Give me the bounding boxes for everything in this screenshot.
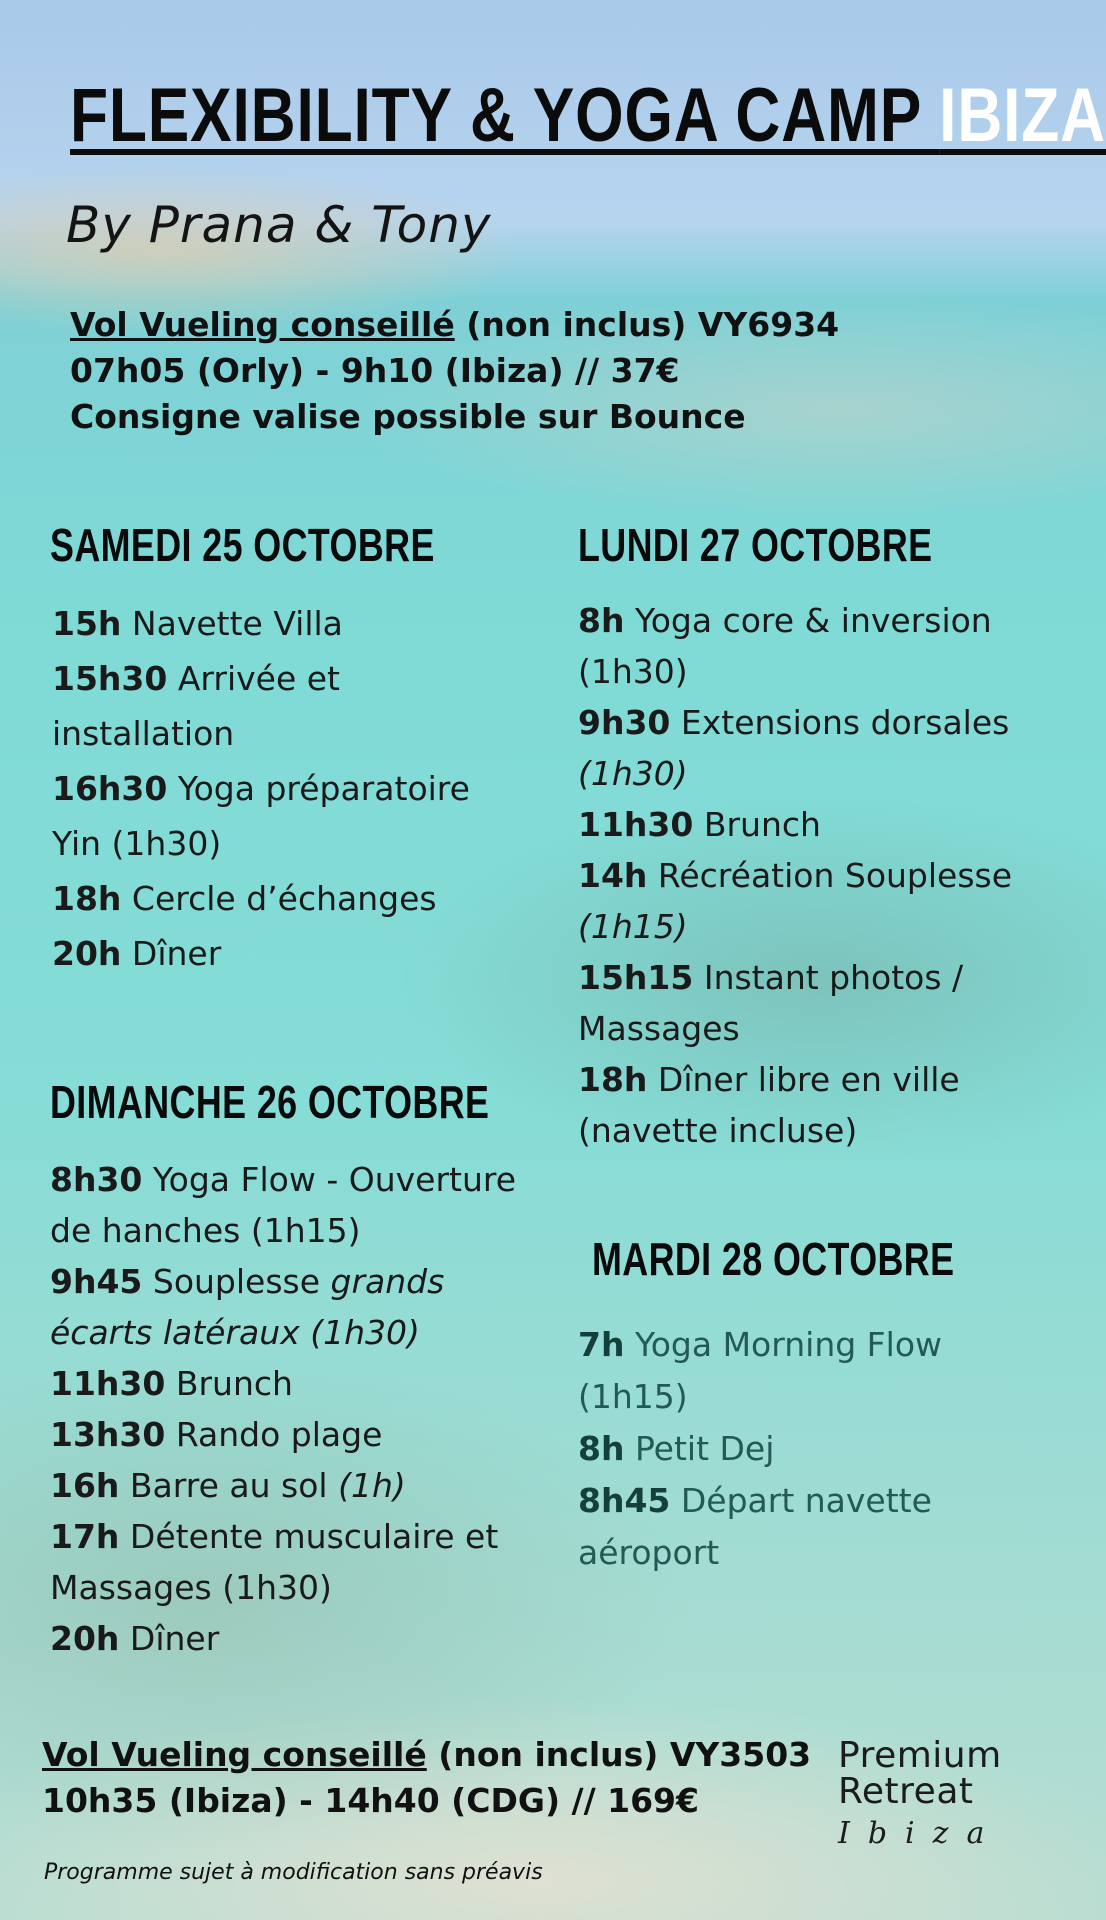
page-title [70, 72, 1106, 159]
schedule-time: 11h30 [50, 1364, 166, 1403]
schedule-item [50, 1460, 516, 1511]
schedule-time: 7h [578, 1325, 625, 1364]
schedule-text: Départ navette [670, 1481, 932, 1520]
title-main: FLEXIBILITY & YOGA CAMP [70, 73, 940, 158]
flight-out-number: (non inclus) VY6934 [454, 305, 840, 344]
schedule-item [50, 1511, 516, 1562]
schedule-item [50, 1358, 516, 1409]
schedule-text: Yoga Flow - Ouverture [142, 1160, 517, 1199]
flight-back-line1 [42, 1732, 811, 1778]
schedule-item [578, 952, 1012, 1003]
schedule-text: Détente musculaire et [119, 1517, 499, 1556]
schedule-item [50, 1562, 516, 1613]
logo-line3: Ibiza [838, 1816, 1003, 1851]
schedule-item [578, 1105, 1012, 1156]
premium-retreat-logo [838, 1735, 1003, 1851]
flight-out-label: Vol Vueling conseillé [70, 305, 455, 344]
schedule-text: Massages (1h30) [50, 1568, 332, 1607]
schedule-time: 8h [578, 1429, 625, 1468]
day-items-dimanche [50, 1154, 516, 1664]
schedule-item [52, 926, 470, 981]
schedule-text: Dîner [119, 1619, 220, 1658]
schedule-text: Dîner [121, 934, 222, 973]
flight-out-line1 [70, 302, 839, 348]
schedule-text: Yoga core & inversion [624, 601, 992, 640]
flight-back-info [42, 1732, 811, 1824]
schedule-time: 16h30 [52, 769, 168, 808]
schedule-text: Extensions dorsales [670, 703, 1010, 742]
schedule-text-italic: (1h30) [578, 754, 688, 793]
schedule-text: Cercle d’échanges [121, 879, 437, 918]
schedule-item [50, 1205, 516, 1256]
schedule-text-italic: (1h15) [578, 907, 688, 946]
schedule-time: 9h30 [578, 703, 671, 742]
schedule-item [578, 1319, 942, 1371]
schedule-text: Dîner libre en ville [647, 1060, 960, 1099]
schedule-text-italic: grands [330, 1262, 445, 1301]
day-title-samedi: SAMEDI 25 OCTOBRE [50, 519, 435, 571]
logo-line2: Retreat [838, 1771, 974, 1812]
schedule-item [578, 1371, 942, 1423]
flight-out-line3: Consigne valise possible sur Bounce [70, 397, 746, 436]
schedule-time: 8h45 [578, 1481, 671, 1520]
schedule-text: Yoga préparatoire [167, 769, 470, 808]
schedule-text: (1h30) [578, 652, 688, 691]
schedule-item [52, 596, 470, 651]
flight-out-info [70, 302, 839, 440]
schedule-item [50, 1613, 516, 1664]
schedule-time: 8h [578, 601, 625, 640]
schedule-item [578, 1054, 1012, 1105]
schedule-time: 11h30 [578, 805, 694, 844]
schedule-item [578, 1003, 1012, 1054]
footnote: Programme sujet à modification sans préavis [44, 1860, 543, 1885]
flight-back-line2: 10h35 (Ibiza) - 14h40 (CDG) // 169€ [42, 1781, 699, 1820]
schedule-item [578, 646, 1012, 697]
schedule-time: 20h [50, 1619, 120, 1658]
schedule-item [578, 1527, 942, 1579]
schedule-item [578, 697, 1012, 748]
schedule-item [578, 1423, 942, 1475]
schedule-time: 18h [52, 879, 122, 918]
schedule-text: aéroport [578, 1533, 720, 1572]
day-title-dimanche: DIMANCHE 26 OCTOBRE [50, 1076, 490, 1128]
schedule-text: Yoga Morning Flow [624, 1325, 942, 1364]
schedule-item [50, 1154, 516, 1205]
schedule-time: 15h [52, 604, 122, 643]
schedule-time: 13h30 [50, 1415, 166, 1454]
schedule-item [52, 816, 470, 871]
schedule-text: Massages [578, 1009, 740, 1048]
schedule-time: 14h [578, 856, 648, 895]
schedule-item [50, 1409, 516, 1460]
schedule-text: Souplesse [142, 1262, 331, 1301]
subtitle: By Prana & Tony [66, 196, 492, 254]
day-items-lundi [578, 595, 1012, 1156]
schedule-text: Instant photos / [693, 958, 964, 997]
schedule-text-italic: (1h) [338, 1466, 406, 1505]
schedule-item [50, 1307, 516, 1358]
schedule-time: 20h [52, 934, 122, 973]
title-highlight: IBIZA [939, 73, 1106, 158]
schedule-item [52, 871, 470, 926]
schedule-time: 17h [50, 1517, 120, 1556]
schedule-item [578, 1475, 942, 1527]
schedule-time: 8h30 [50, 1160, 143, 1199]
schedule-text: (navette incluse) [578, 1111, 858, 1150]
flight-out-line2: 07h05 (Orly) - 9h10 (Ibiza) // 37€ [70, 351, 680, 390]
schedule-text: Rando plage [165, 1415, 383, 1454]
schedule-time: 18h [578, 1060, 648, 1099]
logo-line1: Premium [838, 1735, 1002, 1776]
schedule-item [578, 748, 1012, 799]
schedule-text: Brunch [693, 805, 821, 844]
schedule-item [578, 595, 1012, 646]
schedule-text: Brunch [165, 1364, 293, 1403]
schedule-text: Arrivée et [167, 659, 340, 698]
flight-back-label: Vol Vueling conseillé [42, 1735, 427, 1774]
schedule-text: de hanches (1h15) [50, 1211, 361, 1250]
schedule-text: Yin (1h30) [52, 824, 222, 863]
schedule-text: Petit Dej [624, 1429, 775, 1468]
schedule-text: Navette Villa [121, 604, 343, 643]
schedule-item [50, 1256, 516, 1307]
day-title-lundi: LUNDI 27 OCTOBRE [578, 519, 933, 571]
schedule-item [52, 761, 470, 816]
schedule-item [578, 799, 1012, 850]
schedule-time: 16h [50, 1466, 120, 1505]
schedule-time: 9h45 [50, 1262, 143, 1301]
schedule-item [52, 651, 470, 706]
schedule-time: 15h30 [52, 659, 168, 698]
schedule-text: (1h15) [578, 1377, 688, 1416]
schedule-item [52, 706, 470, 761]
schedule-item [578, 901, 1012, 952]
schedule-text: Barre au sol [119, 1466, 339, 1505]
day-items-mardi [578, 1319, 942, 1579]
flight-back-number: (non inclus) VY3503 [426, 1735, 812, 1774]
schedule-text: Récréation Souplesse [647, 856, 1013, 895]
day-title-mardi: MARDI 28 OCTOBRE [592, 1233, 955, 1285]
schedule-text: installation [52, 714, 235, 753]
schedule-item [578, 850, 1012, 901]
day-items-samedi [52, 596, 470, 981]
schedule-time: 15h15 [578, 958, 694, 997]
schedule-text-italic: écarts latéraux (1h30) [50, 1313, 420, 1352]
